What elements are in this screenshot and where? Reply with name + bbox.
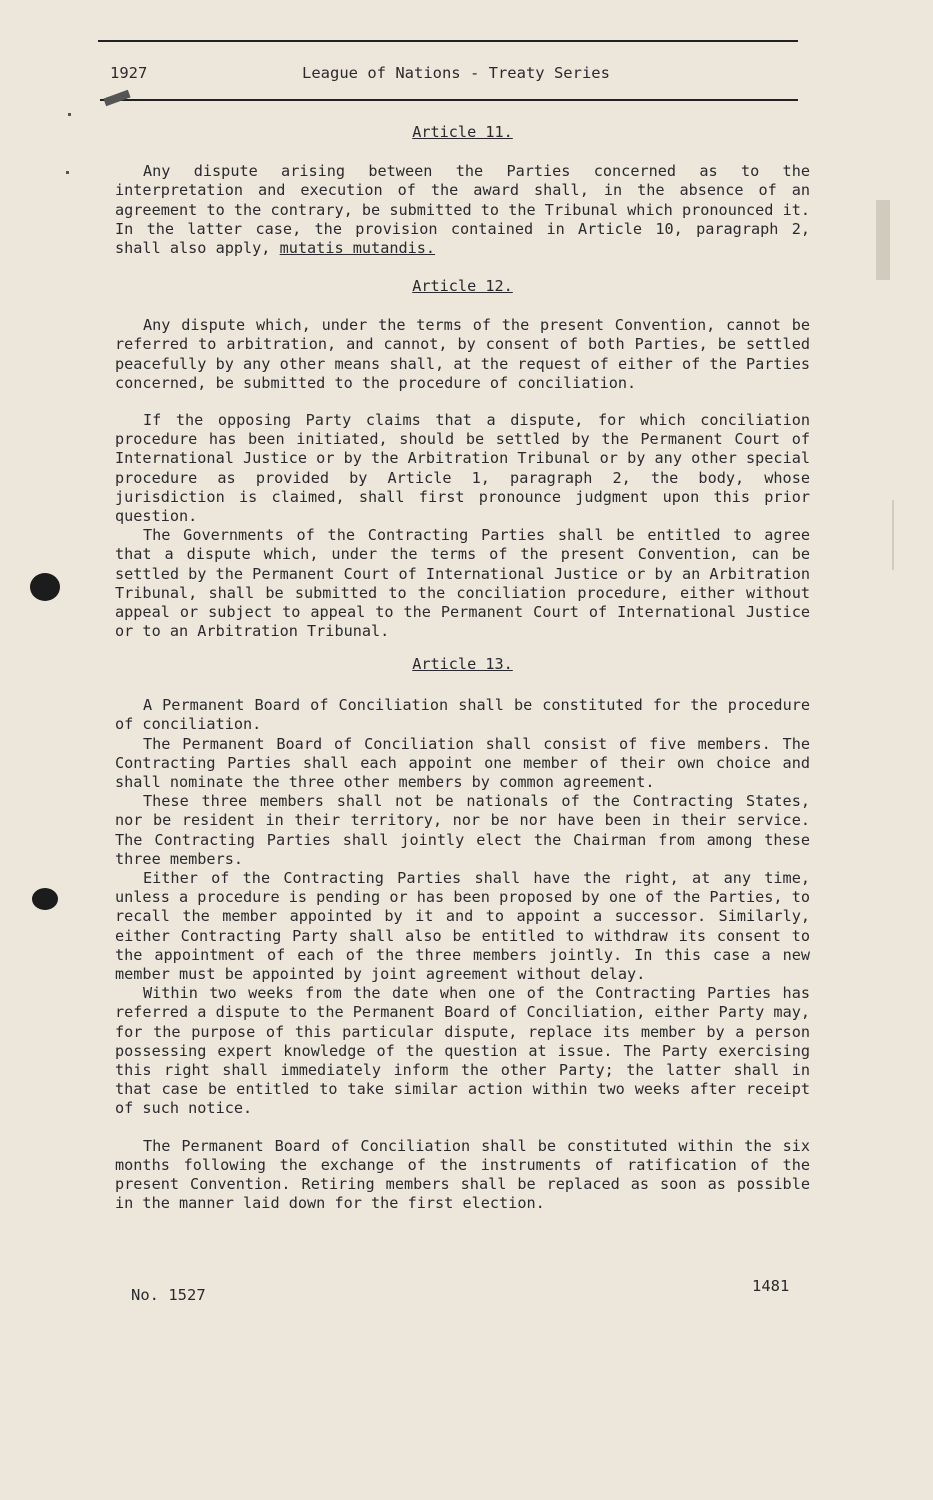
article-paragraph: Either of the Contracting Parties shall have the right, at any time, unless a procedure is pending or has been proposed by one of the Parties, to recall the member appointed by it and to appoint a successor. Similarly, either Contracting Party shall also be entitled to withdraw its consent to the appointment of each of the three members jointly. In this case a new member must be appointed by joint agreement without delay.	[115, 869, 810, 984]
article-paragraph: The Permanent Board of Conciliation shall consist of five members. The Contracting Parties shall each appoint one member of their own choice and shall nominate the three other members by common agreement.	[115, 734, 810, 792]
mutatis-mutandis: mutatis mutandis.	[279, 239, 436, 258]
article-13	[115, 655, 810, 1213]
page-number: 1481	[752, 1277, 790, 1295]
article-paragraph: Within two weeks from the date when one of the Contracting Parties has referred a dispute to the Permanent Board of Conciliation, either Party may, for the purpose of this particular dispute, replace its member by a person possessing expert knowledge of the question at issue. The Party exercising this right shall immediately inform the other Party; the latter shall in that case be entitled to take similar action within two weeks after receipt of such notice.	[115, 984, 810, 1118]
scan-mark	[66, 171, 69, 174]
article-paragraph: The Governments of the Contracting Parties shall be entitled to agree that a dispute which, under the terms of the present Convention, can be settled by the Permanent Court of International Justice or by an Arbitration Tribunal, shall be submitted to the conciliation procedure, either without appeal or subject to appeal to the Permanent Court of International Justice or to an Arbitration Tribunal.	[115, 526, 810, 641]
header-rule	[100, 99, 798, 101]
margin-stain	[892, 500, 894, 570]
article-paragraph: These three members shall not be nationals of the Contracting States, nor be resident in their territory, nor be nor have been in their service. The Contracting Parties shall jointly elect the Chairman from among these three members.	[115, 792, 810, 868]
article-paragraph: A Permanent Board of Conciliation shall be constituted for the procedure of conciliation.	[115, 696, 810, 734]
margin-stain	[876, 200, 890, 280]
scan-mark	[68, 113, 71, 116]
header-year: 1927	[110, 64, 148, 82]
article-paragraph: Any dispute which, under the terms of the present Convention, cannot be referred to arbitration, and cannot, by consent of both Parties, be settled peacefully by any other means shall, at the request of either of the Parties concerned, be submitted to the procedure of conciliation.	[115, 316, 810, 392]
header-title: League of Nations - Treaty Series	[302, 64, 610, 82]
treaty-number: No. 1527	[131, 1286, 206, 1304]
article-paragraph: The Permanent Board of Conciliation shall be constituted within the six months following the exchange of the instruments of ratification of the present Convention. Retiring members shall be replaced as soon as possible in the manner laid down for the first election.	[115, 1136, 810, 1213]
article-12	[115, 277, 810, 641]
article-11	[115, 123, 810, 258]
article-heading: Article 12.	[412, 277, 513, 295]
ink-blot	[30, 573, 60, 601]
article-heading: Article 13.	[412, 655, 513, 673]
scan-mark	[103, 90, 130, 106]
ink-blot	[32, 888, 58, 910]
article-paragraph: If the opposing Party claims that a dispute, for which conciliation procedure has been initiated, should be settled by the Permanent Court of International Justice or by the Arbitration Tribunal or by any other special procedure as provided by Article 1, paragraph 2, the body, whose jurisdiction is claimed, shall first pronounce judgment upon this prior question.	[115, 411, 810, 526]
article-paragraph: Any dispute arising between the Parties concerned as to the interpretation and execution of the award shall, in the absence of an agreement to the contrary, be submitted to the Tribunal which pronounced it. In the latter case, the provision contained in Article 10, paragraph 2, shall also apply, mutatis mutandis.	[115, 162, 810, 258]
article-heading: Article 11.	[412, 123, 513, 141]
top-rule	[98, 40, 798, 42]
